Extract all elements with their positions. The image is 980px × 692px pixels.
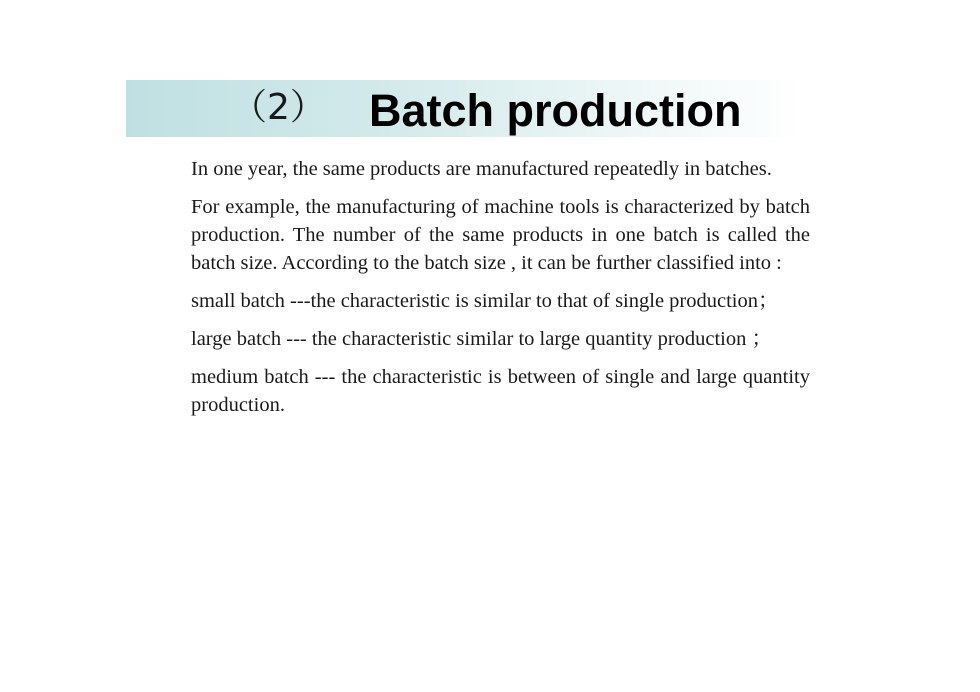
paragraph-intro: In one year, the same products are manufactured repeatedly in batches. <box>191 158 772 180</box>
paragraph-large-batch: large batch --- the characteristic similar to large quantity production ； <box>191 328 773 350</box>
page-title: Batch production <box>369 85 742 136</box>
title-band <box>126 80 806 137</box>
body-text <box>191 155 810 429</box>
paragraph-medium-batch: medium batch --- the characteristic is between of single and large quantity production. <box>191 366 810 416</box>
paragraph-example: For example, the manufacturing of machine tools is characterized by batch production. The number of the same products in one batch is called the batch size. According to the batch size , it can be further classified into : <box>191 196 810 274</box>
paragraph-small-batch: small batch ---the characteristic is similar to that of single production； <box>191 290 779 312</box>
title-number: （2） <box>231 87 326 128</box>
